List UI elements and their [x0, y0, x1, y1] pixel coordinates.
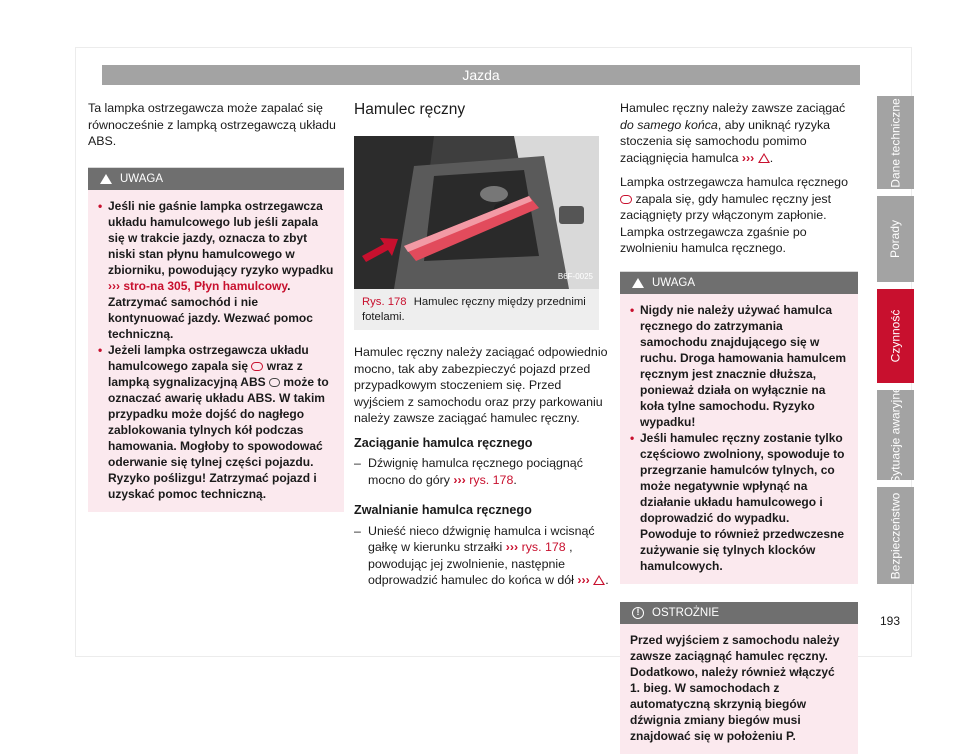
column-middle [354, 100, 610, 601]
photo-code: B6F-0025 [557, 271, 593, 281]
paragraph [620, 174, 858, 257]
xref-arrow: ››› [108, 278, 120, 293]
subheading-apply: Zaciąganie hamulca ręcznego [354, 435, 533, 450]
subheading-release: Zwalnianie hamulca ręcznego [354, 503, 532, 517]
warning-title: UWAGA [120, 172, 164, 185]
section-header: Jazda [102, 65, 860, 85]
tab-bezpieczenstwo[interactable] [877, 487, 914, 584]
text: Lampka ostrzegawcza hamulca ręcznego [620, 175, 848, 189]
text: Hamulec ręczny należy zawsze zaciągać [620, 101, 846, 115]
warning-triangle-icon [758, 153, 770, 163]
tab-label: Bezpieczeństwo [888, 492, 903, 579]
warning-triangle-icon [632, 278, 644, 288]
warning-triangle-icon [593, 575, 605, 585]
paragraph: Hamulec ręczny należy zawsze zaciągać do samego końca, aby uniknąć ryzyka stoczenia się samochodu pomimo zaciągnięcia hamulca ››› . [620, 101, 846, 165]
figure-label: Rys. 178 [362, 296, 407, 308]
bullet-text: Jeżeli lampka ostrzegawcza układu hamulcowego zapala się [108, 342, 309, 373]
bullet-text: wraz z lampką sygnalizacyjną ABS [108, 358, 303, 389]
intro-text: Ta lampka ostrzegawcza może zapalać się równocześnie z lampką ostrzegawczą układu ABS. [88, 101, 336, 148]
tab-label: Sytuacje awaryjne [888, 386, 903, 484]
bullet-text: może to oznaczać awarię układu ABS. W takim przypadku może dojść do nagłego zablokowania tylnych kół podczas hamowania. Mogłoby to spowodować oderwanie się tylnej części pojazdu. Ryzyko poślizgu! Zatrzymać pojazd i uzyskać pomoc techniczną. [108, 374, 329, 501]
warning-box [620, 271, 858, 584]
text: zapala się, gdy hamulec ręczny jest zaciągnięty przy włączonym zapłonie. Lampka ostrzegawcza zgaśnie po zwolnieniu hamulca ręcznego. [620, 191, 832, 255]
warning-bullet-1 [98, 198, 334, 342]
xref-arrow: ››› [577, 573, 590, 587]
brake-lamp-icon [620, 195, 632, 204]
xref-link[interactable]: stro-na 305, Płyn hamulcowy [123, 278, 288, 293]
caution-box [620, 602, 858, 754]
step-text: , powodując jej zwolnienie, następnie odprowadzić hamulec do końca w dół [368, 540, 574, 587]
warning-header [620, 272, 858, 294]
xref-arrow: ››› [741, 150, 755, 165]
text: , aby uniknąć ryzyka stoczenia się samochodu pomimo zaciągnięcia hamulca [620, 117, 831, 165]
caution-header [620, 602, 858, 624]
step-apply: – Dźwignię hamulca ręcznego pociągnąć mocno do góry ››› rys. 178. [354, 455, 610, 488]
step-text: Dźwignię hamulca ręcznego pociągnąć mocno do góry [368, 456, 583, 487]
brake-lamp-icon [251, 362, 263, 371]
tab-label: Czynność [888, 309, 903, 363]
warning-title: UWAGA [652, 276, 696, 289]
section-heading: Hamulec ręczny [354, 101, 466, 118]
warning-triangle-icon [100, 174, 112, 184]
tab-dane-techniczne[interactable] [877, 96, 914, 189]
column-left [88, 100, 344, 512]
caution-circle-icon: ! [632, 607, 644, 619]
tab-sytuacje-awaryjne[interactable] [877, 386, 914, 484]
handbrake-illustration [354, 136, 599, 289]
caution-title: OSTROŻNIE [652, 606, 720, 619]
tab-label: Porady [888, 219, 903, 259]
warning-header [88, 168, 344, 190]
xref-link[interactable]: rys. 178 [521, 540, 566, 554]
warning-body [620, 294, 858, 584]
chapter-tabs [877, 96, 914, 591]
tab-czynnosc[interactable] [877, 289, 914, 383]
step-text: Unieść nieco dźwignię hamulca i wcisnąć gałkę w kierunku strzałki [368, 523, 595, 554]
warning-bullet-2: • Jeśli hamulec ręczny zostanie tylko częściowo zwolniony, spowoduje to przegrzanie hamulców tylnych, co może negatywnie wpłynąć na działanie układu hamulcowego i doprowadzić do wypadku. Powoduje to również przedwczesne zużywanie się tylnych klocków hamulcowych. [630, 430, 848, 574]
warning-bullet-2 [98, 342, 334, 502]
warning-bullet-1: • Nigdy nie należy używać hamulca ręcznego do zatrzymania samochodu znajdującego się w ruchu. Droga hamowania hamulcem ręcznym jest znacznie dłuższa, ponieważ działa on wyłącznie na koła tylne samochodu. Ryzyko wypadku! [630, 302, 848, 430]
bullet-text: . Zatrzymać samochód i nie kontynuować jazdy. Wezwać pomoc techniczną. [108, 278, 313, 341]
paragraph: Hamulec ręczny należy zaciągać odpowiednio mocno, tak aby zabezpieczyć pojazd przed przypadkowym stoczeniem się. Przed wyjściem z samochodu oraz przy parkowaniu należy zawsze zaciągać hamulec ręczny. [354, 345, 608, 425]
bullet-text: Jeśli nie gaśnie lampka ostrzegawcza układu hamulcowego lub jeśli zapala się w trakcie jazdy, oznacza to zbyt niski stan płynu hamulcowego w zbiorniku, powodujący ryzyko wypadku [108, 198, 334, 277]
column-right [620, 100, 858, 754]
abs-lamp-icon [269, 378, 280, 387]
tab-porady[interactable] [877, 196, 914, 282]
warning-body [88, 190, 344, 512]
xref-arrow: ››› [505, 540, 519, 554]
xref-arrow: ››› [453, 472, 466, 487]
step-release: – Unieść nieco dźwignię hamulca i wcisnąć gałkę w kierunku strzałki ››› rys. 178 , powodując jej zwolnienie, następnie odprowadzić hamulec do końca w dół ››› . [354, 523, 610, 589]
emphasis: do samego końca [620, 117, 718, 132]
page-number: 193 [880, 614, 901, 628]
figure-caption-text: Hamulec ręczny między przednimi fotelami. [362, 296, 586, 323]
caution-body: Przed wyjściem z samochodu należy zawsze zaciągnąć hamulec ręczny. Dodatkowo, należy również włączyć 1. bieg. W samochodach z automatyczną skrzynią biegów dźwignia zmiany biegów musi znajdować się w położeniu P. [620, 624, 858, 754]
handbrake-photo [354, 136, 599, 289]
figure-caption [354, 289, 599, 330]
xref-link[interactable]: rys. 178 [469, 472, 514, 487]
tab-label: Dane techniczne [888, 97, 903, 188]
warning-box [88, 167, 344, 512]
